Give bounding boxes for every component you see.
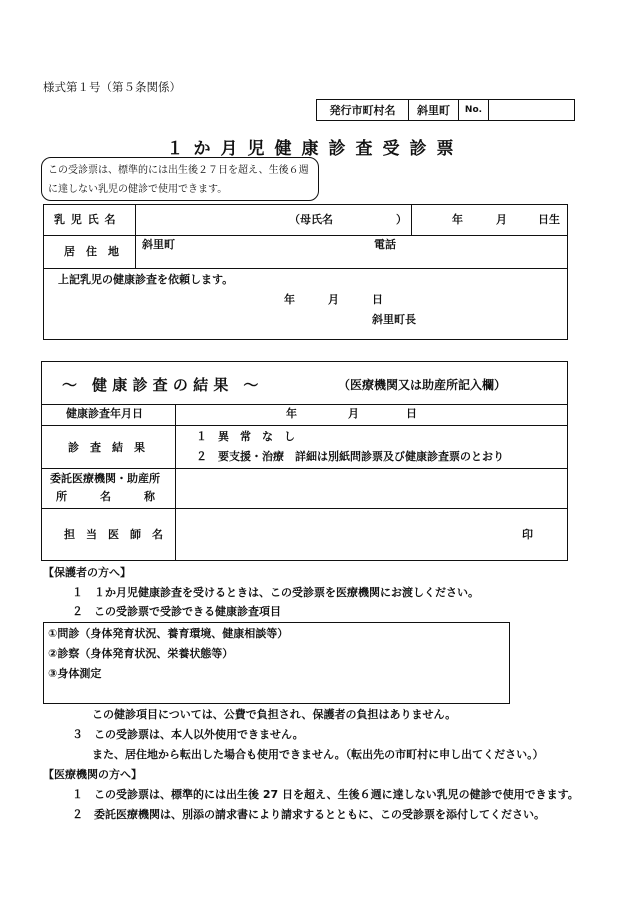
exam-item-2: ②診察（身体発育状況、栄養状態等） (48, 647, 234, 660)
birth-year-label: 年 (452, 213, 463, 226)
infant-name-field[interactable] (140, 209, 408, 231)
facility-label-1: 委託医療機関・助産所 (50, 472, 160, 485)
issuer-no-value[interactable] (489, 100, 573, 120)
exam-result-label: 診 査 結 果 (68, 441, 145, 454)
note-box (41, 157, 319, 201)
patient-section (43, 204, 568, 340)
note-line-2: に達しない乳児の健診で使用できます。 (48, 184, 228, 195)
result-option-1[interactable]: １ 異 常 な し (196, 430, 295, 443)
exam-month-label: 月 (348, 407, 359, 420)
page-title: １か月児健康診査受診票 (166, 139, 464, 159)
seal-label: 印 (522, 528, 533, 541)
result-section (41, 361, 568, 561)
cost-note: この健診項目については、公費で負担され、保護者の負担はありません。 (92, 708, 457, 721)
phone-label: 電話 (374, 238, 396, 251)
guardian-item-3b: また、居住地から転出した場合も使用できません。（転出先の市町村に申し出てください。） (92, 748, 544, 761)
medical-item-2: ２ 委託医療機関は、別添の請求書により請求するとともに、この受診票を添付してください。 (72, 808, 545, 821)
address-label: 居 住 地 (64, 245, 119, 258)
facility-label-2: 所 名 称 (56, 490, 155, 503)
guardian-item-1: １ １か月児健康診査を受けるときは、この受診票を医療機関にお渡しください。 (72, 586, 479, 599)
medical-item-1: １ この受診票は、標準的には出生後 27 日を超え、生後６週に達しない乳児の健診で使用できます。 (72, 788, 579, 801)
doctor-name-field[interactable] (180, 512, 540, 556)
request-year-label: 年 (284, 293, 295, 306)
guardian-item-3: ３ この受診票は、本人以外使用できません。 (72, 728, 304, 741)
issuer-no-label: No. (459, 100, 489, 120)
mother-name-label: （母氏名 (289, 213, 333, 226)
result-heading: ～ 健 康 診 査 の 結 果 ～ (62, 376, 259, 394)
birth-month-label: 月 (496, 213, 507, 226)
note-line-1: この受診票は、標準的には出生後２７日を超え、生後６週 (48, 165, 309, 176)
issuer-town: 斜里町 (409, 100, 459, 120)
exam-year-label: 年 (286, 407, 297, 420)
exam-items-box (43, 622, 510, 704)
exam-date-label: 健康診査年月日 (66, 407, 143, 420)
guardian-item-2: ２ この受診票で受診できる健康診査項目 (72, 605, 281, 618)
mother-name-close: ） (396, 213, 407, 226)
exam-item-3: ③身体測定 (48, 667, 102, 680)
request-text: 上記乳児の健康診査を依頼します。 (58, 273, 234, 286)
birth-day-label: 日生 (538, 213, 560, 226)
doctor-name-label: 担 当 医 師 名 (64, 528, 163, 541)
issuer-label: 発行市町村名 (317, 100, 409, 120)
request-day-label: 日 (372, 293, 383, 306)
infant-name-label: 乳 児 氏 名 (54, 213, 117, 226)
issuer-box (316, 99, 575, 121)
result-option-2[interactable]: ２ 要支援・治療 詳細は別紙問診票及び健康診査票のとおり (196, 450, 504, 463)
medical-heading: 【医療機関の方へ】 (43, 768, 142, 781)
form-code: 様式第１号（第５条関係） (43, 80, 181, 94)
mayor-label: 斜里町長 (372, 313, 416, 326)
result-heading-sub: （医療機関又は助産所記入欄） (338, 378, 507, 392)
exam-item-1: ①問診（身体発育状況、養育環境、健康相談等） (48, 627, 289, 640)
request-month-label: 月 (328, 293, 339, 306)
address-value: 斜里町 (142, 238, 175, 251)
facility-name-field[interactable] (180, 472, 560, 504)
guardian-heading: 【保護者の方へ】 (43, 566, 131, 579)
exam-day-label: 日 (406, 407, 417, 420)
